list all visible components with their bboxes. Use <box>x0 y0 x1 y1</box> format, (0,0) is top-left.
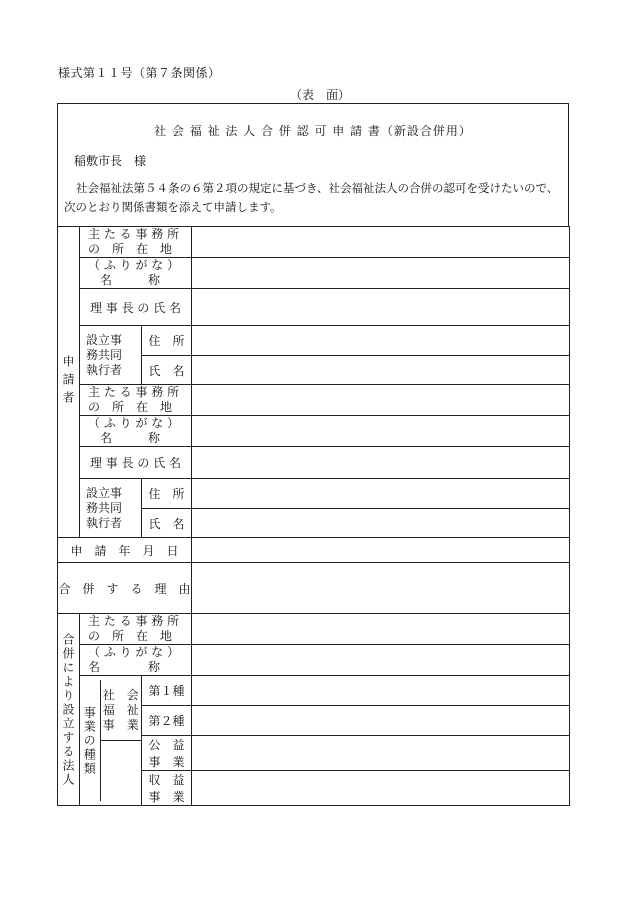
type2-value[interactable] <box>192 706 570 736</box>
profit-business-value[interactable] <box>192 771 570 806</box>
type2-label: 第２種 <box>142 706 192 736</box>
applicant2-person-value[interactable] <box>192 509 570 538</box>
applicant2-name-value[interactable] <box>192 416 570 447</box>
business-types-label: 事業の種類 <box>80 680 100 801</box>
applicant2-office-value[interactable] <box>192 385 570 416</box>
application-statement: 社会福祉法第５４条の６第２項の規定に基づき、社会福祉法人の合併の認可を受けたいので、次のとおり関係書類を添えて申請します。 <box>64 181 559 214</box>
applicant1-person-value[interactable] <box>192 356 570 385</box>
public-interest-label: 公 益 事 業 <box>142 736 192 771</box>
profit-business-label: 収 益 事 業 <box>142 771 192 806</box>
applicant1-executor-label: 設立事 務共同 執行者 <box>80 326 142 385</box>
type1-label: 第１種 <box>142 676 192 706</box>
application-date-value[interactable] <box>192 538 570 563</box>
document-title: 社 会 福 祉 法 人 合 併 認 可 申 請 書（新設合併用） <box>154 124 472 138</box>
applicant1-name-label: （ ふ り が な ） 名 称 <box>80 258 192 289</box>
new-corp-name-value[interactable] <box>192 645 570 676</box>
business-types-inner <box>80 680 141 801</box>
applicant1-address-value[interactable] <box>192 326 570 356</box>
social-welfare-label: 社 会 福 祉 事 業 <box>100 680 141 741</box>
new-corp-name-label: （ ふ り が な ） 名 称 <box>80 645 192 676</box>
applicant1-office-label: 主 た る 事 務 所 の 所 在 地 <box>80 227 192 258</box>
form-number: 様式第１１号（第７条関係） <box>58 66 221 80</box>
merger-reason-label: 合 併 す る 理 由 <box>58 563 192 614</box>
public-interest-value[interactable] <box>192 736 570 771</box>
applicant1-name-value[interactable] <box>192 258 570 289</box>
applicant2-address-label: 住 所 <box>142 479 192 509</box>
applicant2-chairman-label: 理 事 長 の 氏 名 <box>80 447 192 479</box>
applicant-group-label: 申請者 <box>58 227 80 538</box>
header-box <box>57 103 569 227</box>
addressee: 稲敷市長 様 <box>74 154 147 168</box>
applicant2-name-label: （ ふ り が な ） 名 称 <box>80 416 192 447</box>
applicant1-chairman-value[interactable] <box>192 289 570 326</box>
applicant2-chairman-value[interactable] <box>192 447 570 479</box>
applicant1-address-label: 住 所 <box>142 326 192 356</box>
applicant1-person-label: 氏 名 <box>142 356 192 385</box>
applicant2-executor-label: 設立事 務共同 執行者 <box>80 479 142 538</box>
applicant1-office-value[interactable] <box>192 227 570 258</box>
applicant2-person-label: 氏 名 <box>142 509 192 538</box>
type1-value[interactable] <box>192 676 570 706</box>
applicant2-office-label: 主 た る 事 務 所 の 所 在 地 <box>80 385 192 416</box>
new-corp-office-label: 主 た る 事 務 所 の 所 在 地 <box>80 614 192 645</box>
application-date-label: 申 請 年 月 日 <box>58 538 192 563</box>
applicant1-chairman-label: 理 事 長 の 氏 名 <box>80 289 192 326</box>
business-types-spacer <box>100 741 141 802</box>
merger-reason-value[interactable] <box>192 563 570 614</box>
new-corp-office-value[interactable] <box>192 614 570 645</box>
new-corp-group-label: 合併により設立する法人 <box>58 614 80 806</box>
application-table <box>57 226 570 806</box>
applicant2-address-value[interactable] <box>192 479 570 509</box>
side-label: （表 面） <box>290 88 351 102</box>
